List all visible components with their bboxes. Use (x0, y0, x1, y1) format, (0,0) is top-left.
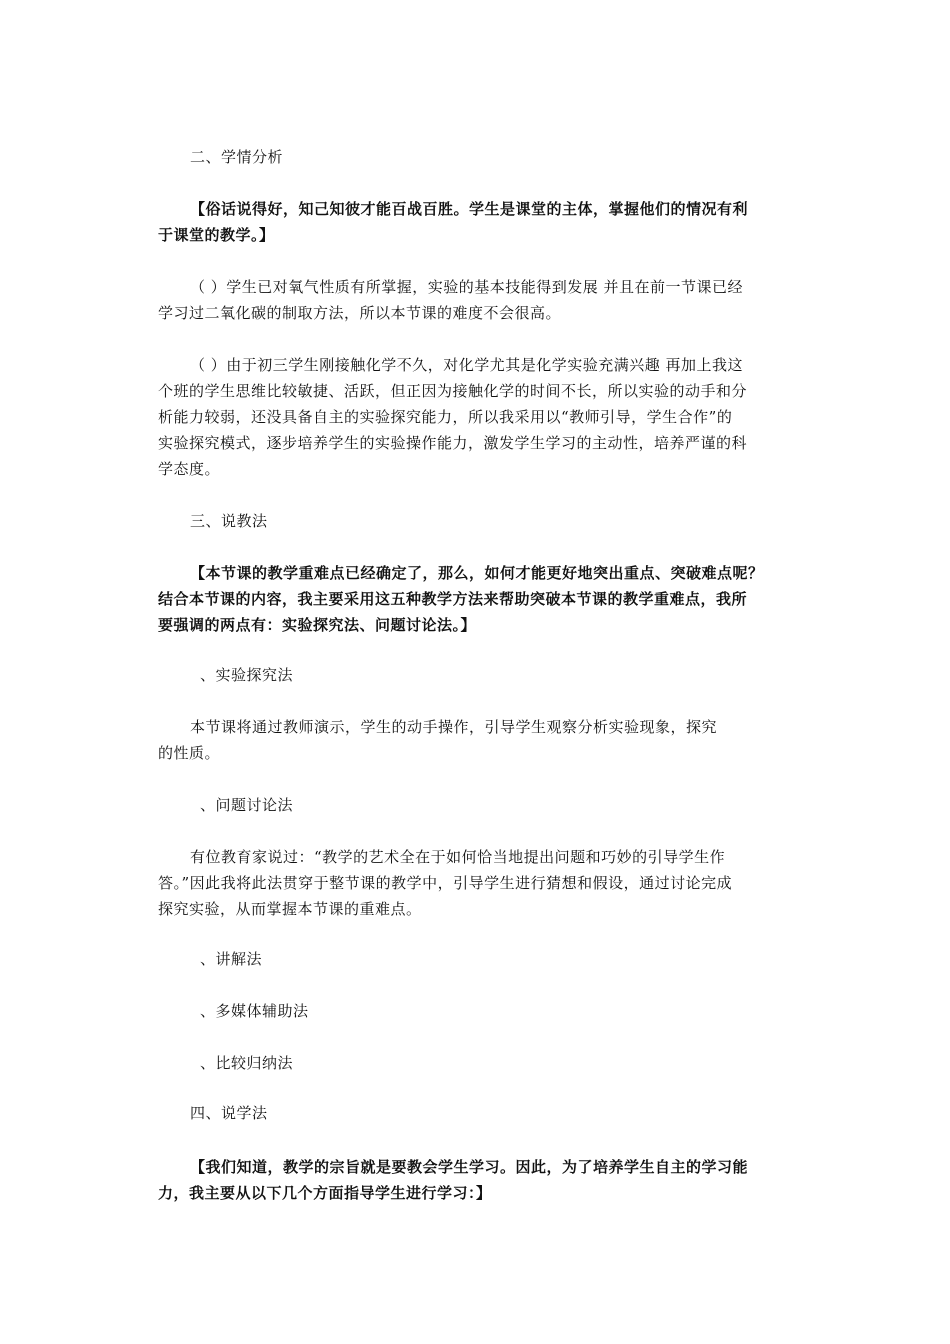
section-heading-3: 三、说教法 (190, 512, 268, 530)
bracket-note-line: 【俗话说得好，知己知彼才能百战百胜。学生是课堂的主体，掌握他们的情况有利 (190, 200, 749, 218)
bracket-note-line: 【本节课的教学重难点已经确定了，那么，如何才能更好地突出重点、突破难点呢？ (190, 564, 764, 582)
paragraph-line: 探究实验，从而掌握本节课的重难点。 (158, 900, 422, 918)
paragraph-line: 有位教育家说过：“教学的艺术全在于如何恰当地提出问题和巧妙的引导学生作 (190, 848, 726, 866)
paragraph-line: 本节课将通过教师演示，学生的动手操作，引导学生观察分析实验现象，探究 (190, 718, 718, 736)
paragraph-line: 学习过二氧化碳的制取方法，所以本节课的难度不会很高。 (158, 304, 562, 322)
section-heading-2: 二、学情分析 (190, 148, 284, 166)
bracket-note-line: 力，我主要从以下几个方面指导学生进行学习：】 (158, 1184, 492, 1202)
bracket-note-line: 要强调的两点有：实验探究法、问题讨论法。】 (158, 616, 477, 634)
paragraph-line: 答。”因此我将此法贯穿于整节课的教学中，引导学生进行猜想和假设，通过讨论完成 (158, 874, 733, 892)
paragraph-line: 学态度。 (158, 460, 221, 478)
subheading-line: 、多媒体辅助法 (200, 1002, 309, 1020)
paragraph-line: 析能力较弱，还没具备自主的实验探究能力，所以我采用以“教师引导，学生合作”的 (158, 408, 733, 426)
bracket-note-line: 结合本节课的内容，我主要采用这五种教学方法来帮助突破本节课的教学重难点，我所 (158, 590, 748, 608)
paragraph-line: （ ）由于初三学生刚接触化学不久，对化学尤其是化学实验充满兴趣 再加上我这 (190, 356, 744, 374)
subheading-line: 、实验探究法 (200, 666, 294, 684)
subheading-line: 、讲解法 (200, 950, 263, 968)
subheading-line: 、比较归纳法 (200, 1054, 294, 1072)
paragraph-line: 的性质。 (158, 744, 221, 762)
bracket-note-line: 【我们知道，教学的宗旨就是要教会学生学习。因此，为了培养学生自主的学习能 (190, 1158, 749, 1176)
subheading-line: 、问题讨论法 (200, 796, 294, 814)
paragraph-line: 实验探究模式，逐步培养学生的实验操作能力，激发学生学习的主动性，培养严谨的科 (158, 434, 748, 452)
paragraph-line: （ ）学生已对氧气性质有所掌握，实验的基本技能得到发展 并且在前一节课已经 (190, 278, 744, 296)
paragraph-line: 个班的学生思维比较敏捷、活跃，但正因为接触化学的时间不长，所以实验的动手和分 (158, 382, 748, 400)
section-heading-4: 四、说学法 (190, 1104, 268, 1122)
bracket-note-line: 于课堂的教学。】 (158, 226, 275, 244)
